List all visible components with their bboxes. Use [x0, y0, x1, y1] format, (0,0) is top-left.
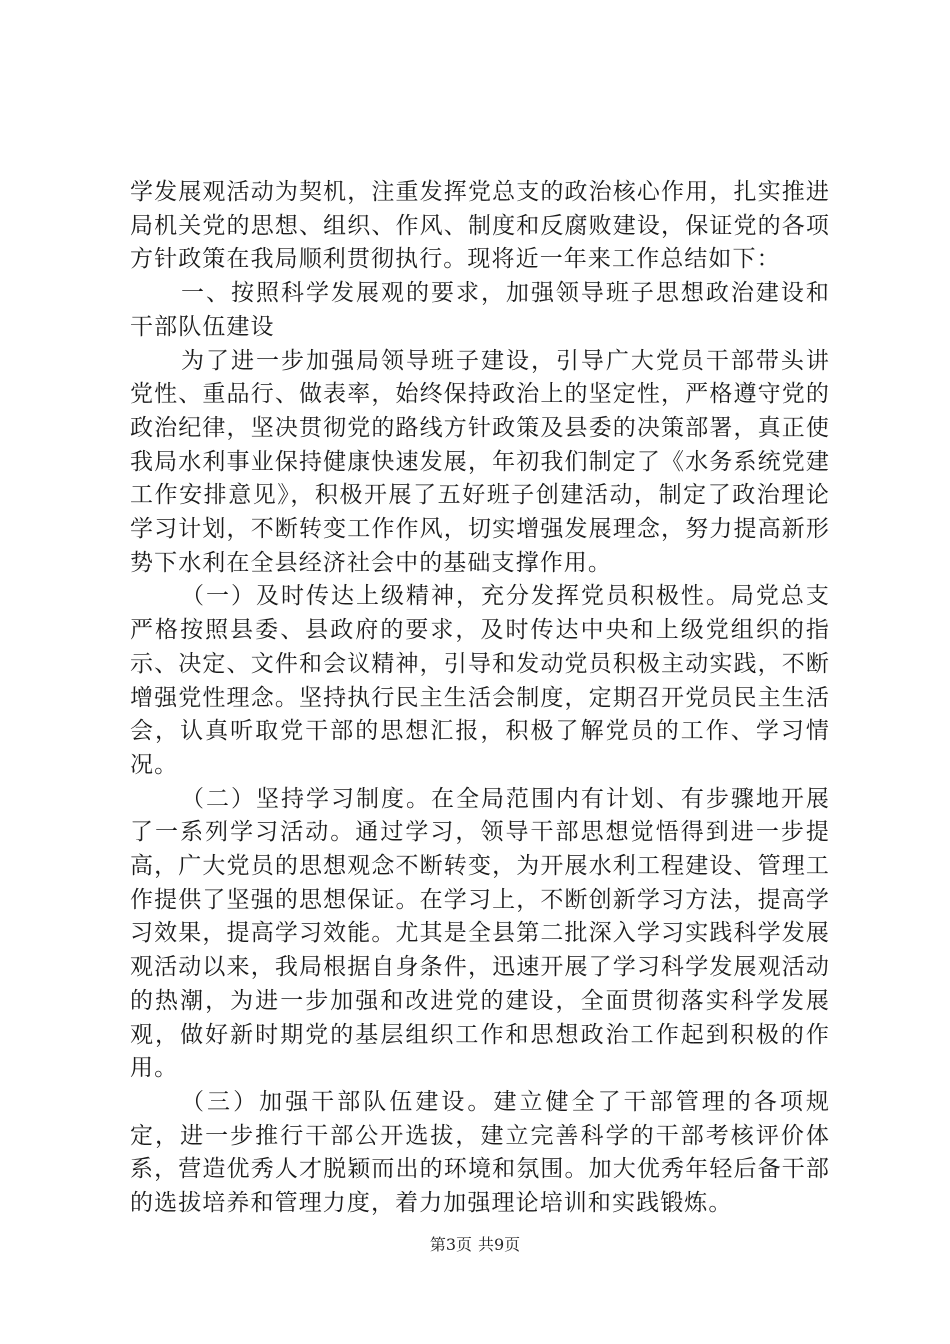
- paragraph-subsection-2: （二）坚持学习制度。在全局范围内有计划、有步骤地开展了一系列学习活动。通过学习，领导干部思想觉悟得到进一步提高，广大党员的思想观念不断转变，为开展水利工程建设、管理工作提供了坚强的思想保证。在学习上，不断创新学习方法，提高学习效果，提高学习效能。尤其是全县第二批深入学习实践科学发展观活动以来，我局根据自身条件，迅速开展了学习科学发展观活动的热潮，为进一步加强和改进党的建设，全面贯彻落实科学发展观，做好新时期党的基层组织工作和思想政治工作起到积极的作用。: [130, 785, 830, 1082]
- page-number: 第3页: [429, 1235, 472, 1254]
- paragraph-subsection-1: （一）及时传达上级精神，充分发挥党员积极性。局党总支严格按照县委、县政府的要求，及时传达中央和上级党组织的指示、决定、文件和会议精神，引导和发动党员积极主动实践，不断增强党性理念。坚持执行民主生活会制度，定期召开党员民主生活会，认真听取党干部的思想汇报，积极了解党员的工作、学习情况。: [130, 583, 830, 778]
- paragraph-subsection-3: （三）加强干部队伍建设。建立健全了干部管理的各项规定，进一步推行干部公开选拔，建立完善科学的干部考核评价体系，营造优秀人才脱颖而出的环境和氛围。加大优秀年轻后备干部的选拔培养和管理力度，着力加强理论培训和实践锻炼。: [130, 1088, 830, 1217]
- page-total: 共9页: [478, 1235, 521, 1254]
- page-footer: [0, 1235, 950, 1255]
- paragraph-intro-continuation: 学发展观活动为契机，注重发挥党总支的政治核心作用，扎实推进局机关党的思想、组织、作风、制度和反腐败建设，保证党的各项方针政策在我局顺利贯彻执行。现将近一年来工作总结如下：: [130, 179, 830, 273]
- document-body: [130, 176, 830, 1221]
- paragraph-section-1: 为了进一步加强局领导班子建设，引导广大党员干部带头讲党性、重品行、做表率，始终保持政治上的坚定性，严格遵守党的政治纪律，坚决贯彻党的路线方针政策及县委的决策部署，真正使我局水利事业保持健康快速发展，年初我们制定了《水务系统党建工作安排意见》，积极开展了五好班子创建活动，制定了政治理论学习计划，不断转变工作作风，切实增强发展理念，努力提高新形势下水利在全县经济社会中的基础支撑作用。: [130, 347, 830, 576]
- section-heading-1: 一、按照科学发展观的要求，加强领导班子思想政治建设和干部队伍建设: [130, 280, 830, 340]
